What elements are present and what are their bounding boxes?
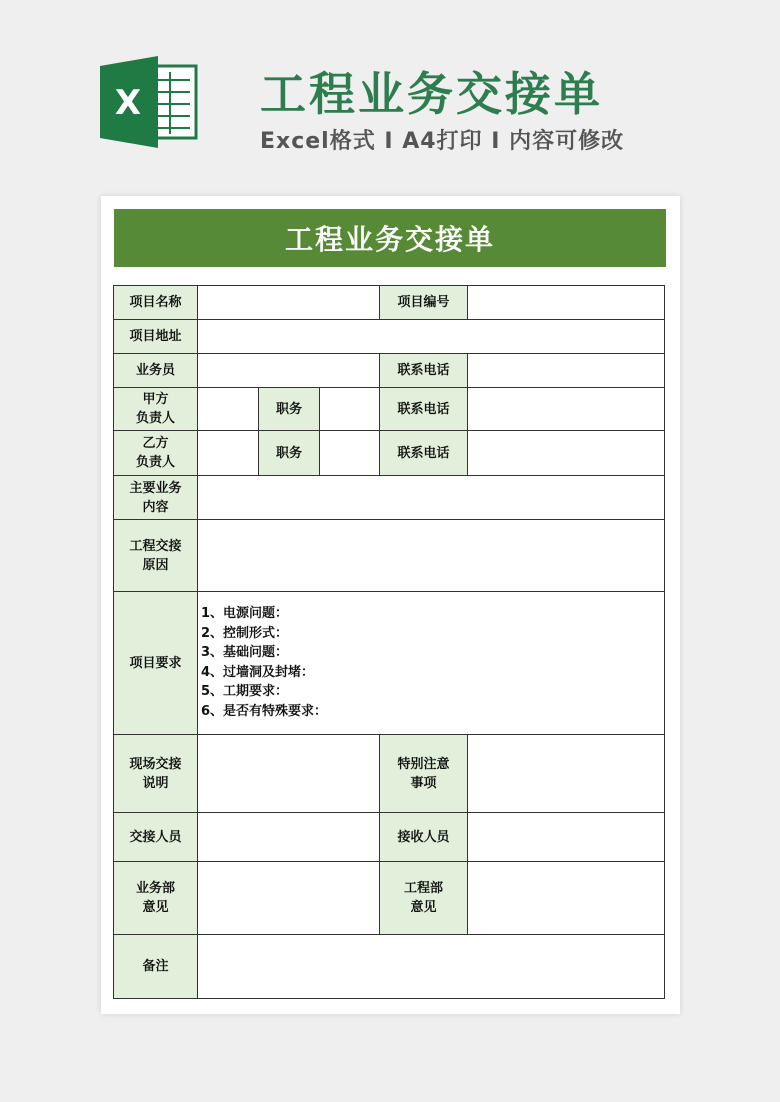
field-salesperson-phone[interactable]: [467, 353, 665, 388]
label-project-requirements: 项目要求: [113, 591, 198, 735]
label-party-b-line1: 乙方: [142, 436, 169, 451]
label-sales-dept-line2: 意见: [142, 900, 169, 915]
field-project-address[interactable]: [197, 319, 665, 354]
field-main-business[interactable]: [197, 475, 665, 520]
requirement-item: 6、是否有特殊要求：: [201, 703, 328, 719]
label-eng-dept-line2: 意见: [410, 900, 437, 915]
svg-text:X: X: [114, 83, 142, 123]
label-party-a-line2: 负责人: [135, 411, 175, 426]
requirement-item: 2、控制形式：: [201, 625, 289, 641]
label-sales-dept-opinion: [113, 861, 198, 935]
label-main-business-line2: 内容: [142, 499, 169, 515]
field-project-name[interactable]: [197, 285, 380, 320]
label-eng-dept-opinion: [379, 861, 468, 935]
requirement-item: 1、电源问题：: [201, 606, 289, 621]
field-receiver[interactable]: [467, 812, 665, 862]
field-special-notes[interactable]: [467, 734, 665, 813]
label-salesperson: 业务员: [113, 353, 198, 388]
field-salesperson[interactable]: [197, 353, 380, 388]
label-main-business-line1: 主要业务: [129, 480, 182, 496]
requirement-item: 3、基础问题：: [201, 645, 289, 660]
field-party-b-phone[interactable]: [467, 430, 665, 476]
label-party-b-line2: 负责人: [135, 455, 175, 470]
field-party-b-position[interactable]: [319, 430, 380, 476]
label-project-no: 项目编号: [379, 285, 468, 320]
label-party-a-phone: 联系电话: [379, 387, 468, 431]
page-subtitle: Excel格式 I A4打印 I 内容可修改: [260, 129, 625, 154]
label-onsite-note-line2: 说明: [142, 775, 169, 791]
label-special-notes-line2: 事项: [410, 775, 437, 791]
label-remarks: 备注: [113, 934, 198, 999]
field-handover-reason[interactable]: [197, 519, 665, 592]
label-party-a-position: 职务: [258, 387, 320, 431]
label-receiver: 接收人员: [379, 812, 468, 862]
requirement-item: 4、过墙洞及封堵：: [201, 664, 315, 680]
label-project-name: 项目名称: [113, 285, 198, 320]
field-handover-person[interactable]: [197, 812, 380, 862]
label-handover-reason: [113, 519, 198, 592]
label-party-b-phone: 联系电话: [379, 430, 468, 476]
field-party-b-name[interactable]: [197, 430, 259, 476]
field-remarks[interactable]: [197, 934, 665, 999]
field-eng-dept-opinion[interactable]: [467, 861, 665, 935]
label-onsite-note-line1: 现场交接: [129, 756, 182, 772]
label-party-a-line1: 甲方: [142, 392, 169, 407]
label-party-b: [113, 430, 198, 476]
label-handover-person: 交接人员: [113, 812, 198, 862]
form-banner-title: 工程业务交接单: [114, 209, 666, 267]
field-party-a-name[interactable]: [197, 387, 259, 431]
field-project-no[interactable]: [467, 285, 665, 320]
label-salesperson-phone: 联系电话: [379, 353, 468, 388]
label-party-a: [113, 387, 198, 431]
label-eng-dept-line1: 工程部: [403, 881, 443, 896]
label-sales-dept-line1: 业务部: [135, 881, 175, 896]
label-handover-reason-line2: 原因: [142, 557, 169, 573]
label-party-b-position: 职务: [258, 430, 320, 476]
field-project-requirements[interactable]: [197, 591, 665, 735]
label-onsite-note: [113, 734, 198, 813]
field-sales-dept-opinion[interactable]: [197, 861, 380, 935]
label-special-notes: [379, 734, 468, 813]
field-onsite-note[interactable]: [197, 734, 380, 813]
label-main-business: [113, 475, 198, 520]
field-party-a-position[interactable]: [319, 387, 380, 431]
label-handover-reason-line1: 工程交接: [129, 538, 182, 554]
requirement-item: 5、工期要求：: [201, 684, 289, 699]
excel-logo-icon: [100, 56, 200, 148]
handover-form-table: [114, 286, 666, 1000]
label-project-address: 项目地址: [113, 319, 198, 354]
label-special-notes-line1: 特别注意: [397, 756, 450, 772]
field-party-a-phone[interactable]: [467, 387, 665, 431]
page-title: 工程业务交接单: [260, 67, 603, 121]
